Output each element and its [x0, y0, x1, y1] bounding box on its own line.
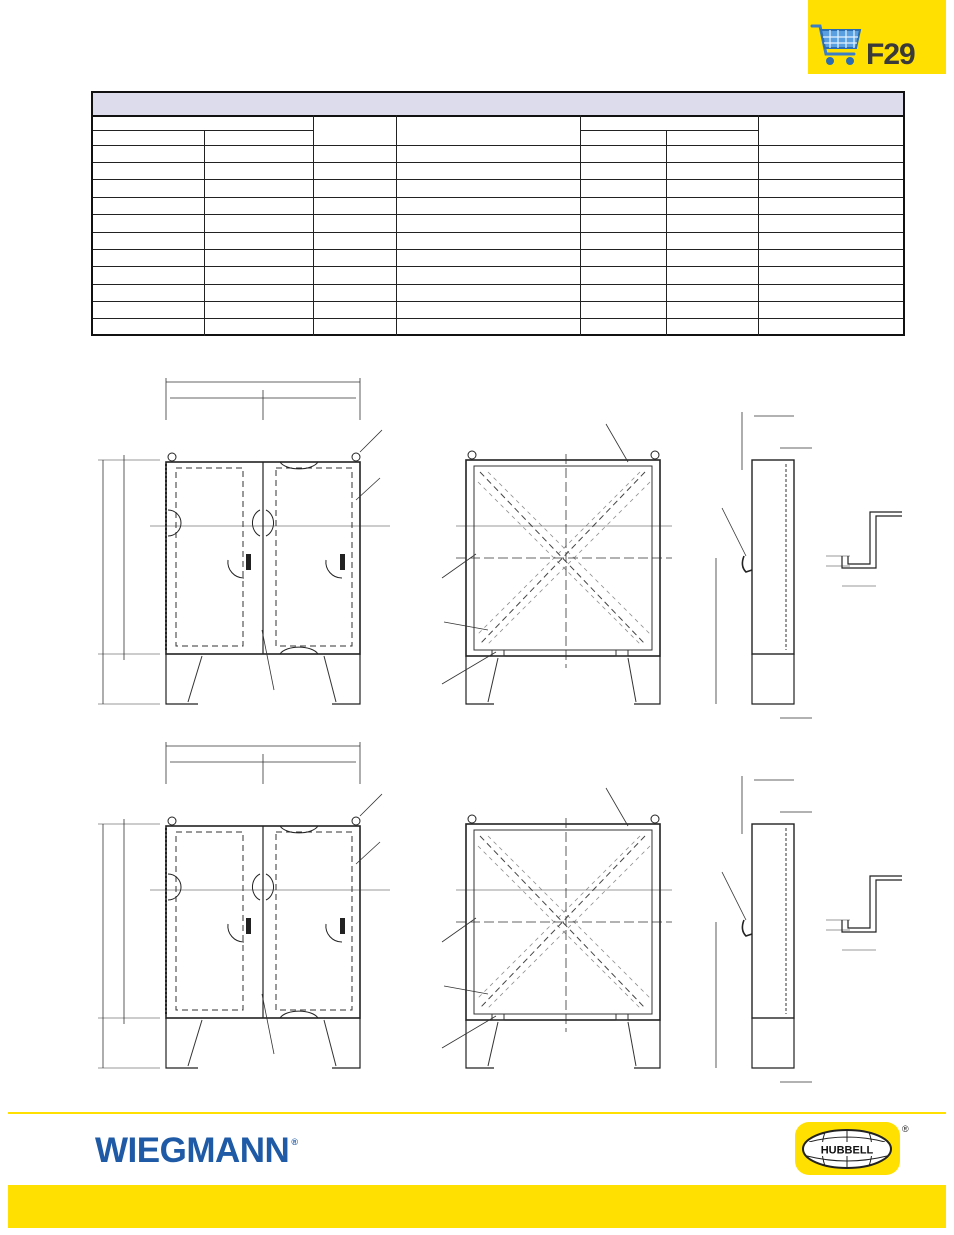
table-title-bar [93, 93, 903, 117]
brand-name: WIEGMANN [95, 1131, 290, 1170]
sub-header-line [93, 130, 313, 131]
panel-view-upper [442, 424, 672, 704]
col-divider [580, 115, 581, 336]
shopping-cart-icon [810, 20, 864, 68]
panel-view-lower [442, 788, 672, 1068]
table-row [93, 249, 903, 250]
table-row [93, 145, 903, 146]
footer-band [8, 1185, 946, 1228]
side-view-lower [716, 776, 902, 1082]
wiegmann-logo[interactable] [95, 1131, 297, 1171]
col-divider [758, 115, 759, 336]
brand-registered-mark: ® [291, 1137, 298, 1147]
page-badge[interactable] [808, 0, 946, 74]
side-view-upper [716, 412, 902, 718]
table-row [93, 284, 903, 285]
technical-drawings [0, 360, 954, 1100]
table-row [93, 197, 903, 198]
col-divider [313, 115, 314, 336]
spec-table [91, 91, 905, 336]
front-view-upper [98, 378, 390, 704]
table-row [93, 318, 903, 319]
table-row [93, 266, 903, 267]
hubbell-logo[interactable] [795, 1122, 900, 1175]
sub-header-line [580, 130, 758, 131]
table-row [93, 162, 903, 163]
front-view-lower [98, 742, 390, 1068]
table-row [93, 214, 903, 215]
col-divider [396, 115, 397, 336]
table-row [93, 232, 903, 233]
page-code: F29 [866, 38, 915, 71]
table-row [93, 301, 903, 302]
footer-divider [8, 1112, 946, 1114]
partner-registered-mark: ® [902, 1124, 909, 1134]
partner-name: HUBBELL [820, 1144, 874, 1157]
table-row [93, 179, 903, 180]
